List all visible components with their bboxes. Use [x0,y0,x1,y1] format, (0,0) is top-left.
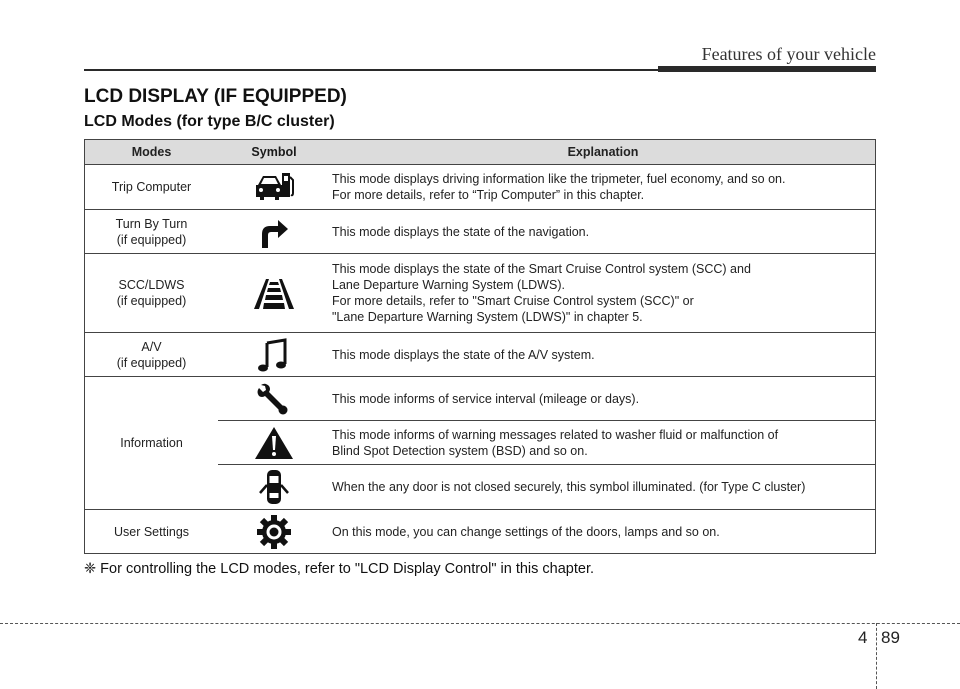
symbol-cell [218,333,330,377]
explanation-cell [330,421,876,465]
explanation-line: Blind Spot Detection system (BSD) and so on. [332,443,588,458]
mode-label: (if equipped) [116,355,187,370]
symbol-cell [218,210,330,254]
page-heading: LCD DISPLAY (IF EQUIPPED) [84,86,347,107]
explanation-line: This mode displays the state of the navigation. [332,224,590,239]
mode-cell [85,165,219,210]
warning-icon [252,423,296,463]
table-row [85,210,876,254]
table-row [85,510,876,554]
symbol-cell [218,421,330,465]
explanation-line: This mode displays the state of the A/V system. [332,347,595,362]
table-header-row [85,140,876,165]
mode-label: (if equipped) [116,232,187,247]
explanation-cell [330,210,876,254]
wrench-icon [252,379,296,419]
explanation-line: For more details, refer to "Smart Cruise Control system (SCC)" or [332,294,694,308]
explanation-cell [330,333,876,377]
header-section-title: Features of your vehicle [701,44,876,64]
explanation-line: On this mode, you can change settings of the doors, lamps and so on. [332,524,720,539]
music-note-icon [252,335,296,375]
explanation-cell [330,377,876,421]
table-row [85,333,876,377]
column-header-explanation: Explanation [330,140,876,165]
lcd-modes-table [84,139,876,554]
chapter-number: 4 [858,628,868,647]
symbol-cell [218,254,330,333]
mode-label: SCC/LDWS [118,278,185,292]
mode-cell [85,210,219,254]
explanation-line: "Lane Departure Warning System (LDWS)" in chapter 5. [332,310,643,324]
table-row [85,377,876,421]
trip-computer-icon [252,167,296,207]
mode-cell [85,510,219,554]
header-rule-accent [658,66,876,72]
explanation-line: For more details, refer to “Trip Computer” in this chapter. [332,188,645,202]
mode-label: Information [120,436,183,450]
door-open-icon [252,467,296,507]
table-row [85,165,876,210]
explanation-line: This mode displays the state of the Smart Cruise Control system (SCC) and [332,262,751,276]
symbol-cell [218,377,330,421]
mode-label: User Settings [113,524,190,539]
explanation-cell [330,465,876,510]
lane-icon [252,273,296,313]
table-row [85,254,876,333]
symbol-cell [218,165,330,210]
gear-icon [252,512,296,552]
footnote: ❈ For controlling the LCD modes, refer to "LCD Display Control" in this chapter. [84,561,595,577]
turn-arrow-icon [252,212,296,252]
explanation-line: Lane Departure Warning System (LDWS). [332,278,565,292]
page-subheading: LCD Modes (for type B/C cluster) [84,113,335,130]
mode-cell [85,377,219,510]
explanation-line: This mode displays driving information like the tripmeter, fuel economy, and so on. [332,172,786,186]
explanation-cell [330,254,876,333]
explanation-line: This mode informs of warning messages related to washer fluid or malfunction of [332,427,779,442]
symbol-cell [218,510,330,554]
mode-cell [85,254,219,333]
column-header-modes: Modes [85,140,219,165]
mode-label: A/V [141,339,162,354]
page-number: 89 [881,628,900,647]
mode-cell [85,333,219,377]
explanation-line: This mode informs of service interval (mileage or days). [332,391,640,406]
footer-rule [0,623,960,624]
column-header-symbol: Symbol [218,140,330,165]
footer-divider [876,623,877,689]
mode-label: Turn By Turn [115,216,188,231]
symbol-cell [218,465,330,510]
explanation-line: When the any door is not closed securely, this symbol illuminated. (for Type C cluster) [332,480,806,494]
mode-label: (if equipped) [116,294,187,308]
explanation-cell [330,165,876,210]
explanation-cell [330,510,876,554]
mode-label: Trip Computer [111,180,192,194]
